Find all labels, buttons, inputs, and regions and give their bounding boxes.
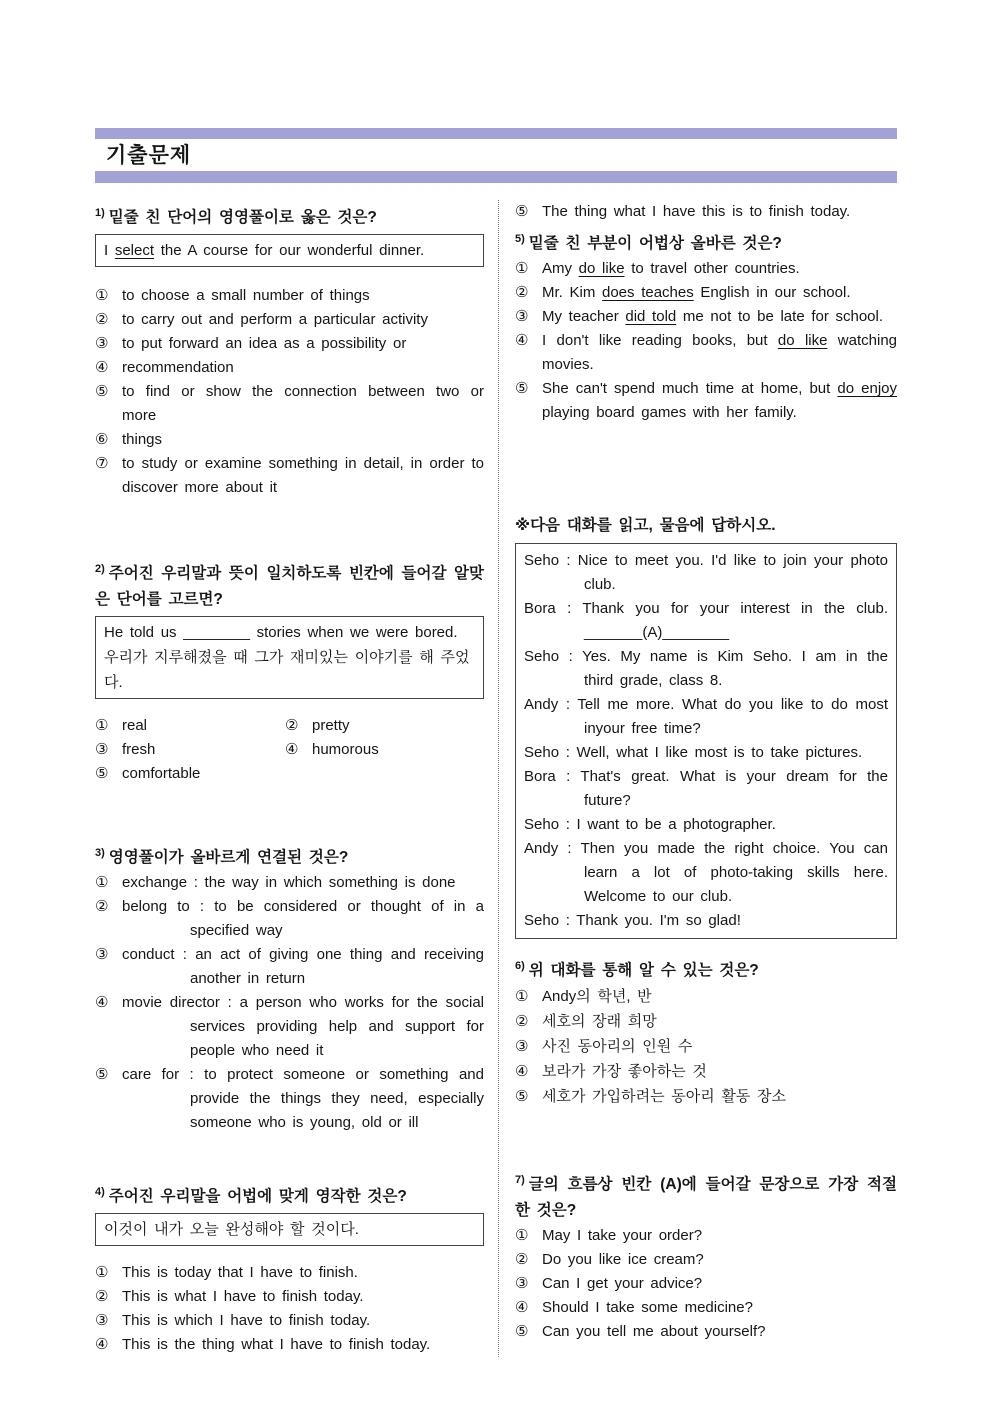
- q1-option-1: [95, 284, 484, 308]
- question-6-prompt: 위 대화를 통해 알 수 있는 것은?: [528, 962, 759, 979]
- q3-option-2-marker: ②: [95, 898, 109, 915]
- question-5: [515, 226, 897, 425]
- q1-option-5: [95, 380, 484, 428]
- header-accent-bar-bottom: [95, 171, 897, 183]
- q7-option-5: [515, 1320, 897, 1344]
- q2-option-2: [285, 714, 484, 738]
- q2-option-2-marker: ②: [285, 717, 299, 734]
- question-4-prompt: 주어진 우리말을 어법에 맞게 영작한 것은?: [108, 1188, 407, 1205]
- q1-option-7-text: to study or examine something in detail, in order to discover more about it: [122, 455, 484, 496]
- q4-option-4-text: This is the thing what I have to finish today.: [122, 1336, 431, 1353]
- q5-option-1: [515, 257, 897, 281]
- q1-option-7: [95, 452, 484, 500]
- q7-option-2-marker: ②: [515, 1251, 529, 1268]
- q3-option-1-text: exchange : the way in which something is done: [122, 874, 456, 891]
- q5-option-5-marker: ⑤: [515, 380, 529, 397]
- q2-option-4: [285, 738, 484, 762]
- q1-option-2: [95, 308, 484, 332]
- q5-option-3: [515, 305, 897, 329]
- q3-option-1-marker: ①: [95, 874, 109, 891]
- question-4-title: [95, 1179, 484, 1210]
- dialogue-line: Seho : Yes. My name is Kim Seho. I am in the third grade, class 8.: [524, 648, 888, 689]
- question-5-number: 5): [515, 233, 525, 245]
- q3-option-5-text: care for : to protect someone or something and provide the things they need, especially someone who is young, old or ill: [122, 1066, 484, 1131]
- dialogue-box: [515, 543, 897, 939]
- q7-option-4-text: Should I take some medicine?: [542, 1299, 753, 1316]
- question-2-number: 2): [95, 563, 105, 575]
- q5-option-2-marker: ②: [515, 284, 529, 301]
- question-7-number: 7): [515, 1174, 525, 1186]
- question-4-example-box: [95, 1213, 484, 1246]
- q3-option-3-text: conduct : an act of giving one thing and receiving another in return: [122, 946, 484, 987]
- q2-option-1-marker: ①: [95, 717, 109, 734]
- q6-option-4-text: 보라가 가장 좋아하는 것: [542, 1063, 707, 1080]
- dialogue-line: Seho : I want to be a photographer.: [524, 816, 776, 833]
- q1-option-5-marker: ⑤: [95, 383, 109, 400]
- q6-option-4: [515, 1059, 897, 1084]
- q2-option-5: [95, 762, 285, 786]
- q7-option-3-marker: ③: [515, 1275, 529, 1292]
- question-4-number: 4): [95, 1186, 105, 1198]
- q4-option-5-text: The thing what I have this is to finish today.: [542, 203, 851, 220]
- q5-option-3-marker: ③: [515, 308, 529, 325]
- q1-example-underlined-word: select: [114, 242, 155, 259]
- dialogue-line: Bora : That's great. What is your dream for the future?: [524, 768, 888, 809]
- q2-option-4-marker: ④: [285, 741, 299, 758]
- question-7-title: [515, 1167, 897, 1224]
- q3-option-3: [95, 943, 484, 991]
- q2-option-1-text: real: [122, 717, 148, 734]
- q6-option-3-marker: ③: [515, 1038, 529, 1055]
- question-3: [95, 840, 484, 1135]
- dialogue-line: Andy : Then you made the right choice. You can learn a lot of photo-taking skills here. Welcome to our club.: [524, 840, 888, 905]
- q6-option-3: [515, 1034, 897, 1059]
- q5-option-5: [515, 377, 897, 425]
- dialogue-line: Andy : Tell me more. What do you like to do most inyour free time?: [524, 696, 888, 737]
- question-6: [515, 953, 897, 1109]
- question-1-prompt: 밑줄 친 단어의 영영풀이로 옳은 것은?: [108, 209, 377, 226]
- q5-option-4: [515, 329, 897, 377]
- q3-option-2-text: belong to : to be considered or thought of in a specified way: [122, 898, 484, 939]
- q2-option-1: [95, 714, 285, 738]
- question-2-example-box: [95, 616, 484, 699]
- passage-instruction: ※다음 대화를 읽고, 물음에 답하시오.: [515, 517, 776, 534]
- question-4-options: [95, 1261, 484, 1357]
- q5-option-4-underlined: do like: [777, 332, 828, 349]
- q1-option-6-text: things: [122, 431, 163, 448]
- question-1-options: [95, 284, 484, 500]
- question-3-number: 3): [95, 847, 105, 859]
- q1-option-2-text: to carry out and perform a particular activity: [122, 311, 428, 328]
- q7-option-3: [515, 1272, 897, 1296]
- q5-option-4-text: I don't like reading books, but do like watching movies.: [542, 332, 898, 373]
- q2-option-3-marker: ③: [95, 741, 109, 758]
- q1-option-4: [95, 356, 484, 380]
- question-5-options: [515, 257, 897, 425]
- question-7-options: [515, 1224, 897, 1344]
- right-column: [515, 200, 897, 1357]
- q6-option-5-marker: ⑤: [515, 1088, 529, 1105]
- q7-option-2: [515, 1248, 897, 1272]
- q1-option-2-marker: ②: [95, 311, 109, 328]
- question-1-title: [95, 200, 484, 231]
- q3-option-1: [95, 871, 484, 895]
- q1-option-4-marker: ④: [95, 359, 109, 376]
- dialogue-line: Seho : Nice to meet you. I'd like to join your photo club.: [524, 552, 888, 593]
- q5-option-3-underlined: did told: [625, 308, 677, 325]
- q7-option-1: [515, 1224, 897, 1248]
- question-1-example-box: [95, 234, 484, 267]
- q4-option-3: [95, 1309, 484, 1333]
- q4-option-5: [515, 200, 897, 224]
- question-3-prompt: 영영풀이가 올바르게 연결된 것은?: [108, 849, 349, 866]
- q5-option-2-underlined: does teaches: [602, 284, 694, 301]
- q4-option-3-marker: ③: [95, 1312, 109, 1329]
- question-2: [95, 556, 484, 786]
- q7-option-4: [515, 1296, 897, 1320]
- column-divider: [498, 200, 499, 1357]
- q1-option-3-marker: ③: [95, 335, 109, 352]
- q4-option-3-text: This is which I have to finish today.: [122, 1312, 371, 1329]
- q3-option-4: [95, 991, 484, 1063]
- question-6-options: [515, 984, 897, 1109]
- q2-option-5-marker: ⑤: [95, 765, 109, 782]
- q7-option-2-text: Do you like ice cream?: [542, 1251, 704, 1268]
- q7-option-3-text: Can I get your advice?: [542, 1275, 703, 1292]
- content-columns: [95, 200, 897, 1357]
- q6-option-1-text: Andy의 학년, 반: [542, 988, 652, 1005]
- q3-option-4-marker: ④: [95, 994, 109, 1011]
- q3-option-4-text: movie director : a person who works for the social services providing help and support for people who need it: [122, 994, 484, 1059]
- question-6-number: 6): [515, 960, 525, 972]
- question-5-title: [515, 226, 897, 257]
- q1-option-7-marker: ⑦: [95, 455, 109, 472]
- q2-example-english: He told us ________ stories when we were bored.: [104, 624, 458, 641]
- q6-option-5: [515, 1084, 897, 1109]
- question-5-prompt: 밑줄 친 부분이 어법상 올바른 것은?: [528, 235, 782, 252]
- question-4: [95, 1179, 484, 1357]
- q7-option-4-marker: ④: [515, 1299, 529, 1316]
- q6-option-1-marker: ①: [515, 988, 529, 1005]
- q4-example-korean: 이것이 내가 오늘 완성해야 할 것이다.: [104, 1221, 359, 1238]
- q6-option-2: [515, 1009, 897, 1034]
- q4-option-1: [95, 1261, 484, 1285]
- question-3-options: [95, 871, 484, 1135]
- q1-option-4-text: recommendation: [122, 359, 234, 376]
- q1-option-6: [95, 428, 484, 452]
- dialogue-line: Seho : Well, what I like most is to take pictures.: [524, 744, 863, 761]
- q1-example-pre: I: [104, 242, 115, 259]
- q3-option-3-marker: ③: [95, 946, 109, 963]
- q5-option-4-marker: ④: [515, 332, 529, 349]
- q5-option-1-text: Amy do like to travel other countries.: [542, 260, 800, 277]
- q4-option-1-marker: ①: [95, 1264, 109, 1281]
- q6-option-4-marker: ④: [515, 1063, 529, 1080]
- q1-option-6-marker: ⑥: [95, 431, 109, 448]
- q6-option-2-text: 세호의 장래 희망: [542, 1013, 657, 1030]
- q1-option-1-text: to choose a small number of things: [122, 287, 370, 304]
- question-7: [515, 1167, 897, 1344]
- question-1-number: 1): [95, 207, 105, 219]
- q5-option-1-underlined: do like: [578, 260, 625, 277]
- q5-option-2: [515, 281, 897, 305]
- question-1: [95, 200, 484, 500]
- q1-option-5-text: to find or show the connection between two or more: [122, 383, 484, 424]
- question-3-title: [95, 840, 484, 871]
- q2-option-3: [95, 738, 285, 762]
- q4-option-5-marker: ⑤: [515, 203, 529, 220]
- q5-option-3-text: My teacher did told me not to be late for school.: [542, 308, 884, 325]
- q7-option-5-marker: ⑤: [515, 1323, 529, 1340]
- q7-option-5-text: Can you tell me about yourself?: [542, 1323, 766, 1340]
- q2-option-5-text: comfortable: [122, 765, 201, 782]
- q1-option-3-text: to put forward an idea as a possibility or: [122, 335, 407, 352]
- q4-option-1-text: This is today that I have to finish.: [122, 1264, 358, 1281]
- question-2-title: [95, 556, 484, 613]
- q2-option-4-text: humorous: [312, 741, 379, 758]
- q2-option-2-text: pretty: [312, 717, 350, 734]
- q7-option-1-text: May I take your order?: [542, 1227, 703, 1244]
- question-6-title: [515, 953, 897, 984]
- q6-option-1: [515, 984, 897, 1009]
- q6-option-5-text: 세호가 가입하려는 동아리 활동 장소: [542, 1088, 787, 1105]
- q6-option-2-marker: ②: [515, 1013, 529, 1030]
- q5-option-5-underlined: do enjoy: [837, 380, 898, 397]
- q2-example-korean: 우리가 지루해졌을 때 그가 재미있는 이야기를 해 주었다.: [104, 649, 470, 691]
- dialogue-line: Seho : Thank you. I'm so glad!: [524, 912, 741, 929]
- q4-option-2: [95, 1285, 484, 1309]
- header-accent-bar-top: [95, 128, 897, 139]
- q3-option-5-marker: ⑤: [95, 1066, 109, 1083]
- q5-option-1-marker: ①: [515, 260, 529, 277]
- q1-option-3: [95, 332, 484, 356]
- question-2-options: [95, 714, 484, 786]
- q2-option-3-text: fresh: [122, 741, 156, 758]
- q5-option-2-text: Mr. Kim does teaches English in our school.: [542, 284, 851, 301]
- left-column: [95, 200, 484, 1357]
- q3-option-2: [95, 895, 484, 943]
- q7-option-1-marker: ①: [515, 1227, 529, 1244]
- dialogue-line: Bora : Thank you for your interest in the club. _______(A)________: [524, 600, 888, 641]
- q4-option-2-text: This is what I have to finish today.: [122, 1288, 364, 1305]
- q3-option-5: [95, 1063, 484, 1135]
- question-2-prompt: 주어진 우리말과 뜻이 일치하도록 빈칸에 들어갈 알맞은 단어를 고르면?: [95, 565, 484, 608]
- page-title: 기출문제: [106, 144, 192, 167]
- q4-option-2-marker: ②: [95, 1288, 109, 1305]
- q1-option-1-marker: ①: [95, 287, 109, 304]
- question-7-prompt: 글의 흐름상 빈칸 (A)에 들어갈 문장으로 가장 적절한 것은?: [515, 1176, 897, 1219]
- q4-option-4-marker: ④: [95, 1336, 109, 1353]
- q5-option-5-text: She can't spend much time at home, but do enjoy playing board games with her family.: [542, 380, 898, 421]
- q4-option-4: [95, 1333, 484, 1357]
- q1-example-post: the A course for our wonderful dinner.: [154, 242, 425, 259]
- q6-option-3-text: 사진 동아리의 인원 수: [542, 1038, 693, 1055]
